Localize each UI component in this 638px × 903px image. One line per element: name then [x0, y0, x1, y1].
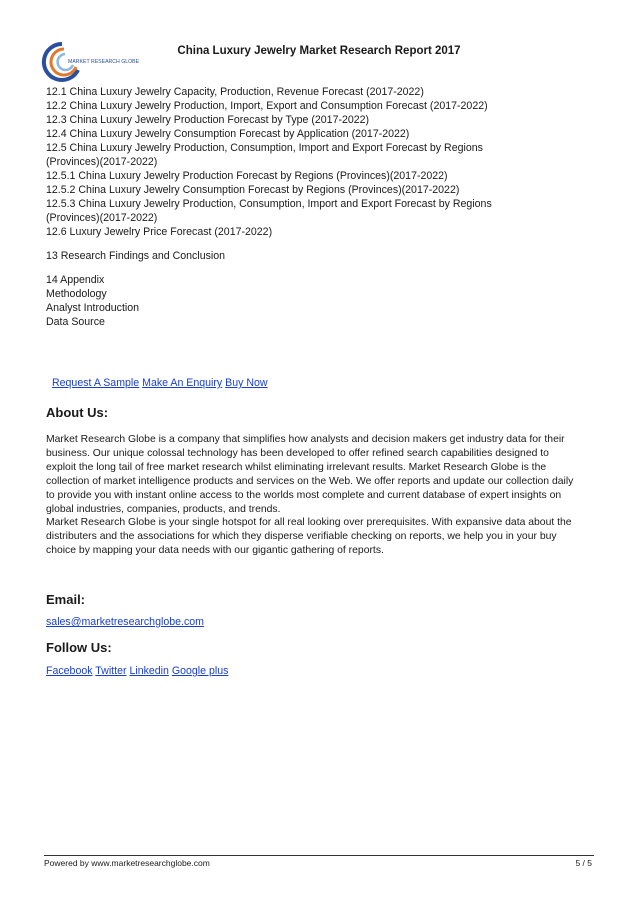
- toc-line: 12.2 China Luxury Jewelry Production, Import, Export and Consumption Forecast (2017-2022): [46, 100, 488, 112]
- email-heading: Email:: [46, 592, 86, 607]
- make-enquiry-link[interactable]: Make An Enquiry: [142, 377, 223, 389]
- toc-line: 12.4 China Luxury Jewelry Consumption Forecast by Application (2017-2022): [46, 128, 410, 140]
- toc-line: (Provinces)(2017-2022): [46, 156, 158, 168]
- toc-line: Methodology: [46, 288, 107, 300]
- footer-powered-by: Powered by www.marketresearchglobe.com: [44, 858, 210, 868]
- google-plus-link[interactable]: Google plus: [171, 665, 229, 677]
- buy-now-link[interactable]: Buy Now: [225, 377, 268, 389]
- toc-line: 12.5.3 China Luxury Jewelry Production, Consumption, Import and Export Forecast by Regions: [46, 198, 492, 210]
- about-line: global industries, companies, products, and trends.: [46, 503, 281, 515]
- follow-heading: Follow Us:: [46, 640, 112, 655]
- about-line: business. Our unique colossal technology has been developed to offer refined search capabilities designed to: [46, 447, 549, 459]
- toc-line: 12.5.2 China Luxury Jewelry Consumption Forecast by Regions (Provinces)(2017-2022): [46, 184, 460, 196]
- page-number: 5 / 5: [575, 858, 592, 868]
- about-heading: About Us:: [46, 405, 109, 420]
- toc-line: 14 Appendix: [46, 274, 105, 286]
- footer-divider: [44, 855, 594, 856]
- toc-line: 12.1 China Luxury Jewelry Capacity, Production, Revenue Forecast (2017-2022): [46, 86, 424, 98]
- toc-line: 12.3 China Luxury Jewelry Production Forecast by Type (2017-2022): [46, 114, 370, 126]
- toc-line: Analyst Introduction: [46, 302, 140, 314]
- toc-line: 12.5.1 China Luxury Jewelry Production Forecast by Regions (Provinces)(2017-2022): [46, 170, 448, 182]
- about-text: [46, 433, 594, 558]
- linkedin-link[interactable]: Linkedin: [129, 665, 169, 677]
- about-line: exploit the long tail of free market research whilst eliminating irrelevant results. Market Research Globe is the: [46, 461, 547, 473]
- page-title: China Luxury Jewelry Market Research Report 2017: [177, 45, 461, 57]
- email-link[interactable]: sales@marketresearchglobe.com: [46, 616, 204, 628]
- about-line: Market Research Globe is your single hotspot for all real looking over prerequisites. With expansive data about the: [46, 517, 572, 529]
- toc-line: 12.5 China Luxury Jewelry Production, Consumption, Import and Export Forecast by Regions: [46, 142, 483, 154]
- toc-line: 13 Research Findings and Conclusion: [46, 250, 226, 262]
- action-links: [52, 377, 268, 389]
- twitter-link[interactable]: Twitter: [95, 665, 127, 677]
- about-line: choice by mapping your data needs with our gigantic gathering of reports.: [46, 545, 384, 557]
- facebook-link[interactable]: Facebook: [46, 665, 93, 677]
- about-line: to provide you with instant online access to the worlds most complete and current database of expert insights on: [46, 489, 562, 501]
- about-line: distributers and the associations for which they disperse verifiable checking on reports, we help you in your buy: [46, 531, 557, 543]
- social-links: [46, 665, 228, 677]
- about-line: Market Research Globe is a company that simplifies how analysts and decision makers get industry data for their: [46, 434, 565, 445]
- about-line: collection of market intelligence products and services on the Web. We offer reports and update our collection daily: [46, 475, 574, 487]
- logo-text: MARKET RESEARCH GLOBE: [68, 59, 140, 65]
- request-sample-link[interactable]: Request A Sample: [52, 377, 140, 389]
- table-of-contents: [46, 85, 594, 329]
- toc-line: 12.6 Luxury Jewelry Price Forecast (2017-2022): [46, 226, 273, 238]
- toc-line: (Provinces)(2017-2022): [46, 212, 158, 224]
- toc-line: Data Source: [46, 316, 105, 328]
